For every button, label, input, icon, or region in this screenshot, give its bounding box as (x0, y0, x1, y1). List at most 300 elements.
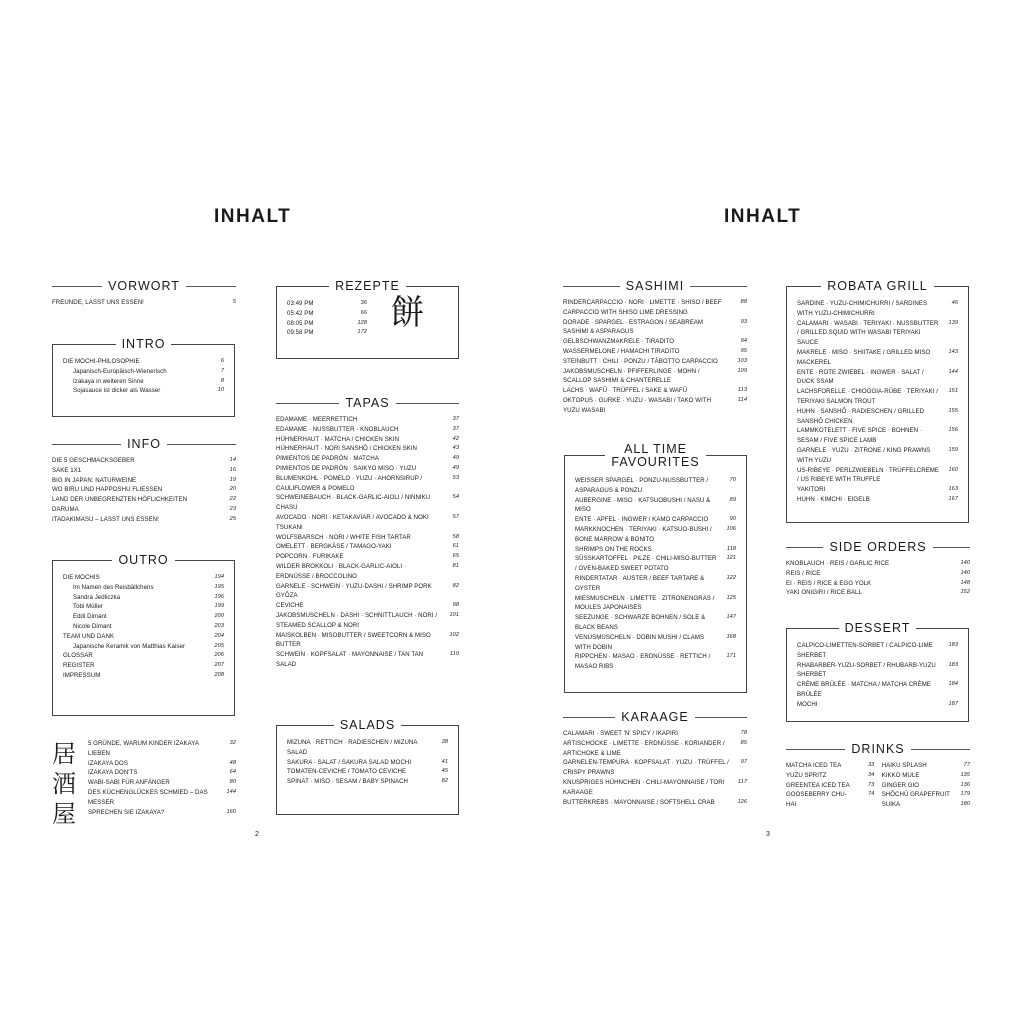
toc-entry-title: KNOBLAUCH · REIS / GARLIC RICE (786, 560, 890, 567)
kanji-char: 酒 (52, 770, 77, 798)
toc-entry (276, 425, 459, 435)
toc-entry-page: 32 (229, 740, 236, 746)
toc-entry-title: CALPICO-LIMETTEN-SORBET / CALPICO-LIME SHERBET (797, 642, 933, 659)
section-heading: DESSERT (797, 621, 958, 635)
toc-entry-page: 89 (729, 496, 736, 503)
toc-entry (575, 633, 736, 653)
toc-entry (63, 386, 224, 396)
toc-entry-page: 205 (214, 642, 224, 649)
rezepte-kanji: 餅 (390, 293, 425, 333)
section-heading: SALADS (287, 718, 448, 732)
toc-entry-page: 102 (449, 631, 459, 638)
toc-entry (797, 387, 958, 407)
toc-entry-page: 64 (229, 769, 236, 776)
toc-entry-page: 82 (452, 582, 459, 589)
section-favourites (564, 442, 747, 693)
toc-entry-page: 122 (726, 574, 736, 581)
toc-entry-title: AVOCADO · NORI · KETAKAVIAR / AVOCADO & NOKI TSUKANI (276, 513, 429, 531)
toc-entry-page: 45 (441, 768, 448, 775)
toc-entry-title: WABI-SABI FÜR ANFÄNGER (88, 779, 170, 787)
toc-list (52, 298, 236, 308)
toc-entry-title: LAMMKOTELETT · FIVE SPICE · BOHNEN · SESAM / FIVE SPICE LAMB (797, 427, 922, 445)
kanji-char: 居 (52, 740, 77, 768)
toc-entry-page: 180 (960, 801, 970, 808)
toc-entry-page: 106 (726, 525, 736, 532)
toc-entry (797, 680, 958, 700)
toc-entry (575, 476, 736, 496)
toc-entry-page: 94 (740, 338, 747, 345)
section-rezepte (276, 279, 459, 359)
toc-entry (797, 700, 958, 710)
toc-entry (88, 739, 236, 759)
section-info (52, 437, 236, 525)
toc-entry-title: Japanische Keramik von Matthias Kaiser (73, 642, 185, 650)
toc-entry-page: 8 (220, 377, 224, 384)
toc-entry-title: JAKOBSMUSCHELN · DASHI · SCHNITTLAUCH · NORI / STEAMED SCALLOP & NORI (276, 611, 438, 629)
toc-entry (563, 337, 747, 347)
toc-entry-title: KNUSPRIGES HÜHNCHEN · CHILI-MAYONNAISE / TORI KARAAGE (563, 778, 725, 796)
section-dessert (786, 621, 969, 722)
toc-entry-page: 10 (217, 387, 224, 394)
section-heading: KARAAGE (563, 710, 747, 724)
toc-entry-title: IZAKAYA DOS (88, 759, 128, 767)
toc-list (276, 415, 459, 670)
toc-entry (63, 671, 224, 681)
toc-list (797, 299, 958, 505)
section-salads (276, 718, 459, 815)
toc-entry-page: 90 (729, 516, 736, 523)
toc-entry-title: RINDERTATAR · AUSTER / BEEF TARTARE & OYSTER (575, 574, 705, 592)
page-title-right: INHALT (724, 206, 802, 227)
toc-entry-title: POPCORN · FURIKAKE (276, 553, 344, 561)
toc-entry-page: 195 (214, 583, 224, 590)
toc-entry (797, 446, 958, 466)
toc-entry-title: GARNELE · SCHWEIN · YUZU-DASHI / SHRIMP PORK GYŌZA (276, 582, 432, 600)
toc-list (287, 299, 367, 338)
section-side-orders (786, 540, 970, 598)
toc-entry (563, 318, 747, 338)
toc-entry-page: 125 (726, 594, 736, 601)
toc-entry (276, 650, 459, 670)
toc-entry-title: RINDERCARPACCIO · NORI · LIMETTE · SHISO / BEEF CARPACCIO WITH SHISO LIME DRESSING (563, 299, 722, 316)
toc-entry (797, 485, 958, 495)
toc-entry-page: 152 (960, 589, 970, 596)
toc-entry-page: 207 (214, 662, 224, 669)
toc-entry-title: ARTISCHOCKE · LIMETTE · ERDNÜSSE · KORIANDER / ARTICHOKE & LIME (563, 739, 725, 757)
toc-entry (287, 758, 448, 768)
toc-entry-title: MAISKOLBEN · MISOBUTTER / SWEETCORN & MISO BUTTER (276, 631, 431, 649)
toc-entry-title: IMPRESSUM (63, 671, 101, 679)
toc-entry (276, 552, 459, 562)
section-vorwort (52, 279, 236, 308)
toc-entry-title: 08:05 PM (287, 319, 314, 327)
toc-entry-page: 54 (452, 494, 459, 501)
toc-entry (563, 298, 747, 318)
toc-entry-title: MARKKNOCHEN · TERIYAKI · KATSUO-BUSHI / BONE MARROW & BONITO (575, 525, 712, 543)
toc-entry-page: 57 (452, 513, 459, 520)
toc-entry-title: LACHS · WAFŪ · TRÜFFEL / SAKE & WAFŪ (563, 387, 688, 395)
toc-entry-title: SUIKA (881, 801, 901, 809)
toc-entry-title: ITADAKIMASU – LASST UNS ESSEN! (52, 515, 159, 523)
toc-entry (882, 781, 970, 791)
toc-entry (276, 444, 459, 454)
toc-entry (276, 513, 459, 533)
toc-entry (797, 407, 958, 427)
toc-entry-title: MIZUNA · RETTICH · RADIESCHEN / MIZUNA SALAD (287, 739, 418, 756)
toc-entry-title: MATCHA ICED TEA (786, 762, 842, 769)
toc-entry (52, 466, 236, 476)
toc-entry (797, 348, 958, 368)
toc-entry (63, 583, 224, 593)
toc-entry-title: Sandra Jedliczka (73, 593, 121, 601)
toc-entry-title: 09:58 PM (287, 329, 314, 337)
toc-entry-page: 168 (726, 633, 736, 640)
toc-entry-title: SPINAT · MISO · SESAM / BABY SPINACH (287, 778, 408, 786)
toc-entry-page: 65 (452, 553, 459, 560)
toc-entry-page: 6 (220, 358, 224, 364)
toc-entry (575, 515, 736, 525)
toc-entry-page: 159 (948, 446, 958, 453)
toc-entry (882, 761, 970, 771)
toc-entry (797, 426, 958, 446)
toc-entry-title: ENTE · APFEL · INGWER / KAMO CARPACCIO (575, 516, 709, 524)
toc-entry-title: EDAMAME · MEERRETTICH (276, 416, 358, 423)
toc-entry-title: WOLFSBARSCH · NORI / WHITE FISH TARTAR (276, 533, 411, 541)
toc-entry-title: DIE 5 GESCHMACKSGEBER (52, 457, 135, 464)
toc-entry (276, 454, 459, 464)
toc-entry-page: 37 (452, 425, 459, 432)
section-tapas (276, 396, 459, 670)
toc-entry (52, 495, 236, 505)
toc-list (786, 559, 970, 598)
toc-entry-title: CEVICHE (276, 602, 304, 610)
toc-entry-title: Eddi Dimant (73, 613, 107, 621)
toc-entry (88, 759, 236, 769)
toc-entry (63, 622, 224, 632)
toc-list (575, 476, 736, 672)
toc-entry (563, 729, 747, 739)
toc-entry-title: HÜHNERHAUT · NORI SANSHŌ / CHICKEN SKIN (276, 445, 417, 453)
toc-entry-page: 135 (960, 771, 970, 778)
toc-entry (287, 319, 367, 329)
toc-entry-title: CALAMARI · SWEET 'N' SPICY / IKAPIRI (563, 730, 678, 737)
toc-entry-title: IZAKAYA DON'TS (88, 769, 138, 777)
toc-entry-page: 179 (960, 791, 970, 798)
toc-entry (786, 588, 970, 598)
toc-entry-title: LACHSFORELLE · CHIOGGIA-RÜBE · TERIYAKI / TERIYAKI SALMON TROUT (797, 388, 938, 405)
toc-entry (563, 739, 747, 759)
toc-list (786, 761, 874, 810)
section-outro (52, 553, 235, 716)
toc-entry-page: 34 (867, 771, 875, 778)
toc-entry-title: SHŌCHŪ GRAPEFRUIT (881, 791, 950, 799)
toc-entry (63, 612, 224, 622)
toc-entry-page: 43 (452, 445, 459, 452)
toc-entry-title: GOOSEBERRY CHU-HAI (786, 791, 847, 809)
toc-entry-page: 171 (726, 653, 736, 660)
toc-entry-page: 70 (729, 477, 736, 483)
toc-entry-title: DARUMA (52, 505, 79, 513)
toc-entry (88, 778, 236, 788)
toc-entry (563, 778, 747, 798)
toc-entry-title: SHRIMPS ON THE ROCKS (575, 545, 652, 553)
toc-entry (797, 319, 958, 348)
toc-entry-title: BUTTERKREBS · MAYONNAISE / SOFTSHELL CRAB (563, 798, 715, 806)
toc-entry-page: 155 (948, 407, 958, 414)
toc-entry (797, 495, 958, 505)
toc-entry (63, 651, 224, 661)
section-heading: DRINKS (786, 742, 970, 756)
toc-entry (563, 386, 747, 396)
toc-entry-page: 204 (214, 632, 224, 639)
toc-entry-page: 200 (214, 613, 224, 620)
toc-entry-page: 23 (229, 505, 236, 512)
section-heading: ALL TIME FAVOURITES (575, 442, 736, 470)
toc-entry-title: OKTOPUS · GURKE · YUZU · WASABI / TAKO WITH YUZU WASABI (563, 396, 712, 414)
toc-entry-page: 16 (229, 466, 236, 473)
toc-entry-page: 194 (214, 574, 224, 580)
toc-entry-title: SAKURA · SALAT / SAKURA SALAD MOCHI (287, 758, 412, 766)
toc-entry (797, 299, 958, 319)
toc-entry (786, 579, 970, 589)
section-heading: REZEPTE (287, 279, 448, 293)
toc-entry-title: SPRECHEN SIE IZAKAYA? (88, 808, 165, 816)
toc-entry (276, 631, 459, 651)
toc-entry (563, 758, 747, 778)
toc-entry-title: Nicole Dimant (73, 622, 112, 630)
toc-entry (575, 613, 736, 633)
toc-entry-page: 184 (948, 681, 958, 688)
toc-entry-title: BIG IN JAPAN: NATURWEINE (52, 476, 137, 484)
toc-entry-title: JAKOBSMUSCHELN · PFIFFERLINGE · MOHN / SCALLOP SASHIMI & CHANTERELLE (563, 367, 700, 385)
toc-entry-title: TEAM UND DANK (63, 632, 115, 640)
toc-entry-page: 14 (229, 457, 236, 463)
toc-entry-title: STEINBUTT · CHILI · PONZU / TĀBOTTO CARPACCIO (563, 357, 718, 365)
toc-entry-title: CRÈME BRÛLÉE · MATCHA / MATCHA CRÈME BRÛLÉE (797, 681, 931, 698)
toc-entry-page: 25 (229, 515, 236, 522)
toc-entry-title: GARNELEN-TEMPURA · KOPFSALAT · YUZU · TRÜFFEL / CRISPY PRAWNS (563, 759, 729, 777)
toc-entry-title: SCHWEIN · KOPFSALAT · MAYONNAISE / TAN TAN SALAD (276, 651, 424, 668)
toc-entry (287, 738, 448, 758)
toc-list (287, 738, 448, 787)
toc-entry (52, 515, 236, 525)
toc-entry-page: 61 (452, 543, 459, 550)
toc-entry (52, 505, 236, 515)
toc-entry (52, 456, 236, 466)
toc-entry-page: 163 (948, 486, 958, 493)
toc-entry (287, 767, 448, 777)
toc-entry-title: SARDINE · YUZU-CHIMICHURRI / SARDINES WITH YUZU-CHIMICHURRI (797, 300, 928, 317)
toc-entry-title: SÜSSKARTOFFEL · PILZE · CHILI-MISO-BUTTER / OVEN-BAKED SWEET POTATO (575, 555, 717, 573)
page-number-right: 3 (766, 831, 770, 838)
toc-entry (276, 435, 459, 445)
section-drinks (786, 742, 970, 810)
toc-entry-page: 77 (963, 762, 970, 768)
toc-list (563, 729, 747, 807)
toc-entry-page: 114 (737, 396, 747, 403)
section-karaage (563, 710, 747, 807)
toc-entry-title: MIESMUSCHELN · LIMETTE · ZITRONENGRAS / MOULES JAPONAISES (575, 594, 715, 612)
toc-entry (786, 781, 874, 791)
toc-entry (563, 347, 747, 357)
toc-entry-page: 113 (737, 387, 747, 394)
toc-entry (563, 798, 747, 808)
section-robata-grill (786, 279, 969, 523)
toc-entry-title: SEEZUNGE · SCHWARZE BOHNEN / SOLE & BLACK BEANS (575, 614, 706, 631)
toc-entry-title: HÜHNERHAUT · MATCHA / CHICKEN SKIN (276, 435, 400, 443)
toc-entry-page: 144 (226, 788, 236, 795)
toc-entry (63, 642, 224, 652)
section-heading: TAPAS (276, 396, 459, 410)
toc-entry (276, 601, 459, 611)
toc-entry-page: 74 (867, 791, 875, 798)
toc-entry-title: DES KÜCHENGLÜCKES SCHMIED – DAS MESSER (88, 788, 208, 806)
toc-entry (52, 476, 236, 486)
toc-entry-page: 49 (452, 455, 459, 462)
toc-entry-title: HUHN · KIMCHI · EIGELB (797, 495, 870, 503)
toc-entry (575, 545, 736, 555)
toc-entry-title: HAIKU SPLASH (881, 762, 927, 769)
toc-entry-title: 5 GRÜNDE, WARUM KINDER IZAKAYA LIEBEN (88, 740, 199, 757)
toc-entry-title: EDAMAME · NUSSBUTTER · KNOBLAUCH (276, 425, 399, 433)
toc-entry-page: 196 (214, 593, 224, 600)
toc-entry (276, 493, 459, 513)
toc-entry-page: 187 (948, 700, 958, 707)
toc-entry (63, 632, 224, 642)
toc-entry-title: Tobi Müller (73, 603, 104, 611)
toc-entry-page: 66 (360, 309, 367, 316)
toc-entry-page: 58 (452, 533, 459, 540)
section-heading: INTRO (63, 337, 224, 351)
toc-entry (797, 661, 958, 681)
section-intro (52, 337, 235, 417)
toc-entry-title: GARNELE · YUZU · ZITRONE / KING PRAWNS WITH YUZU (797, 446, 931, 464)
toc-entry (276, 582, 459, 602)
toc-entry-page: 49 (452, 464, 459, 471)
toc-entry (575, 574, 736, 594)
toc-entry-title: REGISTER (63, 662, 95, 670)
toc-entry-page: 136 (960, 781, 970, 788)
toc-entry-title: WEISSER SPARGEL · PONZU-NUSSBUTTER / ASPARAGUS & PONZU (575, 477, 709, 494)
toc-entry-page: 148 (960, 579, 970, 586)
toc-entry (287, 328, 367, 338)
toc-entry-title: KIKKO MULE (881, 771, 920, 779)
toc-entry-page: 101 (449, 611, 459, 618)
toc-entry-page: 208 (214, 671, 224, 678)
toc-entry-title: WILDER BROKKOLI · BLACK-GARLIC-AIOLI · ERDNÜSSE / BROCCOLINO (276, 562, 406, 580)
toc-entry-page: 33 (867, 762, 875, 768)
toc-entry-title: CALAMARI · WASABI · TERIYAKI · NUSSBUTTER / GRILLED SQUID WITH WASABI TERIYAKI SAUCE (797, 319, 939, 347)
toc-entry (276, 415, 459, 425)
toc-entry-title: Izakaya in weiteren Sinne (73, 377, 144, 385)
toc-entry-page: 110 (449, 651, 459, 658)
toc-entry-page: 183 (948, 661, 958, 668)
section-izakaya (52, 739, 236, 829)
toc-entry-page: 103 (737, 357, 747, 364)
toc-entry (63, 377, 224, 387)
toc-entry-page: 160 (226, 808, 236, 815)
toc-entry (563, 367, 747, 387)
toc-entry (276, 562, 459, 582)
toc-entry-page: 199 (214, 603, 224, 610)
section-heading: VORWORT (52, 279, 236, 293)
toc-entry-page: 203 (214, 622, 224, 629)
toc-entry-page: 7 (220, 367, 224, 374)
toc-entry-page: 22 (229, 496, 236, 503)
toc-entry (276, 611, 459, 631)
toc-entry-page: 36 (360, 300, 367, 306)
toc-entry-title: Sojasauce ist dicker als Wasser (73, 387, 161, 395)
toc-entry-title: Japanisch-Europäisch-Wienerisch (73, 367, 167, 375)
toc-entry (575, 594, 736, 614)
toc-entry-title: BLUMENKOHL · POMELO · YUZU · AHORNSIRUP / CAULIFLOWER & POMELO (276, 474, 423, 492)
toc-entry-title: YAKI ONIGIRI / RICE BALL (786, 589, 862, 597)
toc-entry (287, 299, 367, 309)
toc-entry-page: 126 (737, 798, 747, 805)
toc-entry-title: 05:42 PM (287, 309, 314, 317)
toc-entry-page: 144 (948, 368, 958, 375)
toc-entry-title: FREUNDE, LASST UNS ESSEN! (52, 299, 144, 306)
toc-entry-page: 140 (960, 569, 970, 576)
toc-entry (786, 559, 970, 569)
toc-entry-page: 98 (452, 602, 459, 609)
page-number-left: 2 (255, 831, 259, 838)
toc-entry-page: 46 (951, 300, 958, 306)
toc-entry-title: MOCHI (797, 700, 818, 708)
toc-entry-page: 206 (214, 652, 224, 659)
toc-entry-title: DORADE · SPARGEL · ESTRAGON / SEABREAM SASHIMI & ASPARAGUS (563, 318, 704, 336)
toc-entry-title: SCHWEINEBAUCH · BLACK-GARLIC-AIOLI / NINNIKU CHASU (276, 494, 431, 512)
toc-entry-title: MAKRELE · MISO · SHIITAKE / GRILLED MISO MACKEREL (797, 348, 931, 366)
toc-entry-page: 160 (948, 466, 958, 473)
toc-entry (52, 485, 236, 495)
page-title-left: INHALT (214, 206, 292, 227)
toc-entry-title: OMELETT · BERGKÄSE / TAMAGO-YAKI (276, 543, 392, 551)
toc-entry (287, 777, 448, 787)
toc-entry-page: 117 (737, 778, 747, 785)
toc-entry-page: 95 (740, 347, 747, 354)
toc-entry (563, 396, 747, 416)
toc-entry-title: PIMIENTOS DE PADRÓN · SAIKYO MISO · YUZU (276, 464, 417, 472)
toc-list (88, 739, 236, 829)
toc-entry-title: US-RIBEYE · PERLZWIEBELN · TRÜFFELCREME / US RIBEYE WITH TRUFFLE (797, 466, 940, 484)
toc-entry-title: DIE MOCHI-PHILOSOPHIE (63, 358, 140, 365)
toc-entry (52, 298, 236, 308)
toc-entry-title: SAKE 1X1 (52, 466, 82, 474)
toc-entry-page: 93 (740, 318, 747, 325)
toc-entry-title: AUBERGINE · MISO · KATSUOBUSHI / NASU & MISO (575, 496, 711, 514)
toc-entry (797, 368, 958, 388)
toc-entry (786, 761, 874, 771)
toc-entry (797, 641, 958, 661)
toc-entry-page: 53 (452, 474, 459, 481)
toc-entry-title: PIMIENTOS DE PADRÓN · MATCHA (276, 455, 379, 463)
toc-entry-title: RHABARBER-YUZU-SORBET / RHUBARB-YUZU SHERBET (797, 661, 936, 679)
toc-entry-page: 109 (737, 367, 747, 374)
toc-entry-title: GELBSCHWANZMAKRELE · TIRADITO (563, 338, 675, 346)
toc-entry (882, 771, 970, 781)
toc-entry-page: 143 (948, 348, 958, 355)
toc-entry (786, 569, 970, 579)
toc-entry-title: WO BIRU UND HAPPOSHU FLIESSEN (52, 486, 163, 494)
toc-entry (63, 661, 224, 671)
toc-entry-page: 82 (441, 778, 448, 785)
toc-entry (88, 788, 236, 808)
toc-list (63, 357, 224, 396)
section-sashimi (563, 279, 747, 416)
toc-entry-title: YUZU SPRITZ (786, 771, 827, 779)
toc-entry (276, 533, 459, 543)
